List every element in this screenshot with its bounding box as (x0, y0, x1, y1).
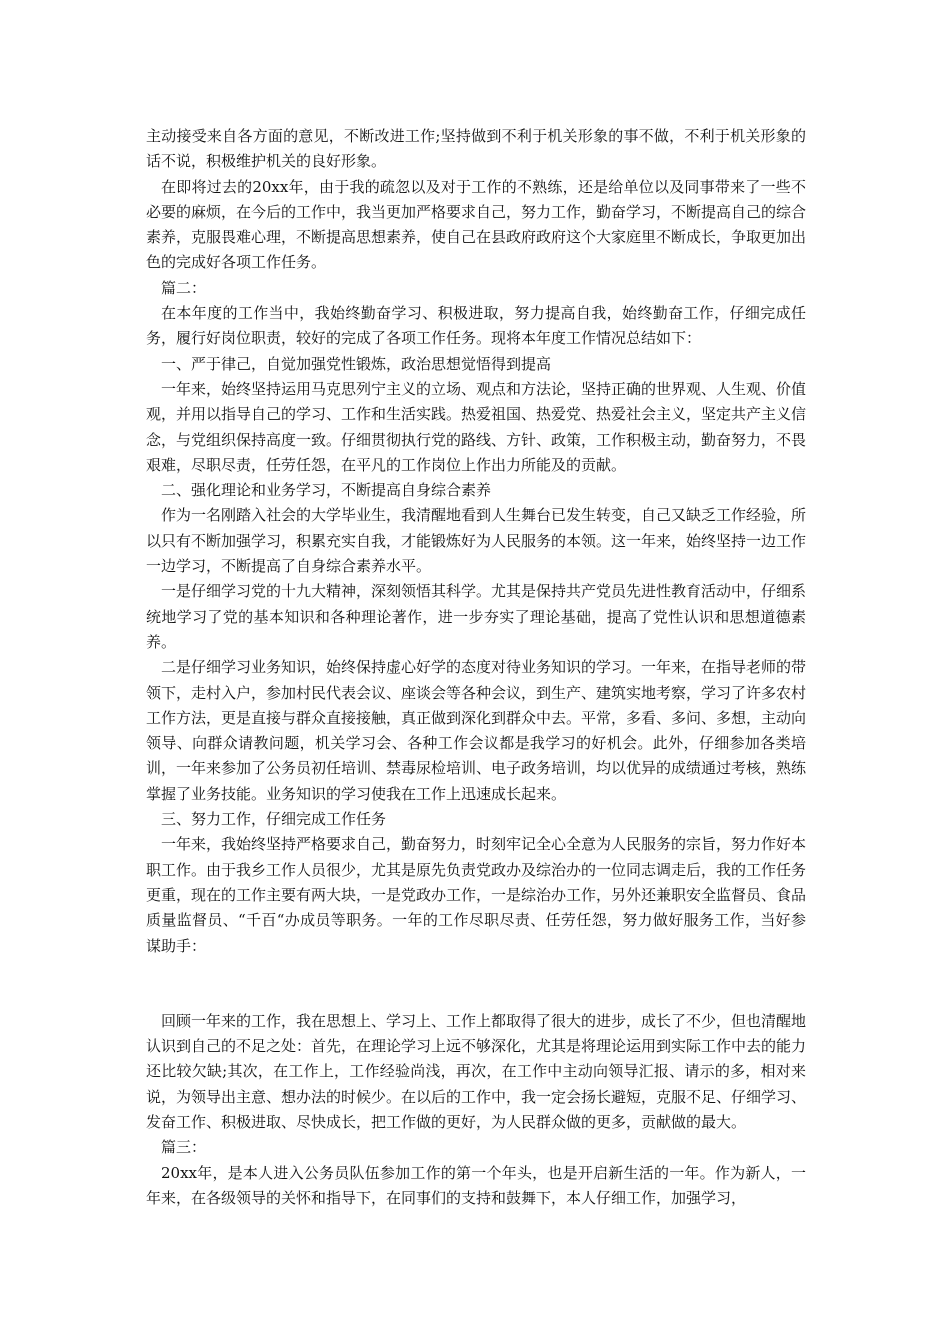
paragraph: 主动接受来自各方面的意见，不断改进工作;坚持做到不利于机关形象的事不做，不利于机关形象的话不说，积极维护机关的良好形象。 (146, 127, 806, 171)
paragraph: 一是仔细学习党的十九大精神，深刻领悟其科学。尤其是保持共产党员先进性教育活动中，仔细系统地学习了党的基本知识和各种理论著作，进一步夯实了理论基础，提高了党性认识和思想道德素养。 (146, 582, 807, 651)
section-heading: 三、努力工作，仔细完成工作任务 (161, 810, 387, 829)
paragraph: 一年来，始终坚持运用马克思列宁主义的立场、观点和方法论，坚持正确的世界观、人生观、价值观，并用以指导自己的学习、工作和生活实践。热爱祖国、热爱党、热爱社会主义，坚定共产主义信念，与党组织保持高度一致。仔细贯彻执行党的路线、方针、政策，工作积极主动，勤奋努力，不畏艰难，尽职尽责，任劳任怨，在平凡的工作岗位上作出力所能及的贡献。 (146, 379, 807, 474)
section-heading-part-three: 篇三： (161, 1138, 207, 1157)
section-heading: 二、强化理论和业务学习，不断提高自身综合素养 (161, 481, 492, 500)
paragraph: 回顾一年来的工作，我在思想上、学习上、工作上都取得了很大的进步，成长了不少，但也清醒地认识到自己的不足之处：首先，在理论学习上远不够深化，尤其是将理论运用到实际工作中去的能力还比较欠缺;其次，在工作上，工作经验尚浅，再次，在工作中主动向领导汇报、请示的多，相对来说，为领导出主意、想办法的时候少。在以后的工作中，我一定会扬长避短，克服不足、仔细学习、发奋工作、积极进取、尽快成长，把工作做的更好，为人民群众做的更多，贡献做的最大。 (146, 1011, 807, 1131)
section-heading: 一、严于律己，自觉加强党性锻炼，政治思想觉悟得到提高 (161, 354, 552, 373)
paragraph: 二是仔细学习业务知识，始终保持虚心好学的态度对待业务知识的学习。一年来，在指导老师的带领下，走村入户，参加村民代表会议、座谈会等各种会议，到生产、建筑实地考察，学习了许多农村工作方法，更是直接与群众直接接触，真正做到深化到群众中去。平常，多看、多问、多想，主动向领导、向群众请教问题，机关学习会、各种工作会议都是我学习的好机会。此外，仔细参加各类培训，一年来参加了公务员初任培训、禁毒尿检培训、电子政务培训，均以优异的成绩通过考核，熟练掌握了业务技能。业务知识的学习使我在工作上迅速成长起来。 (146, 658, 807, 803)
section-heading-part-two: 篇二： (161, 278, 207, 297)
paragraph: 作为一名刚踏入社会的大学毕业生，我清醒地看到人生舞台已发生转变，自己又缺乏工作经验，所以只有不断加强学习，积累充实自我，才能锻炼好为人民服务的本领。这一年来，始终坚持一边工作一边学习，不断提高了自身综合素养水平。 (146, 506, 807, 576)
blank-gap (146, 959, 806, 1009)
paragraph: 在即将过去的20xx年，由于我的疏忽以及对于工作的不熟练，还是给单位以及同事带来了一些不必要的麻烦，在今后的工作中，我当更加严格要求自己，努力工作，勤奋学习，不断提高自己的综合素养，克服畏难心理，不断提高思想素养，使自己在县政府政府这个大家庭里不断成长，争取更加出色的完成好各项工作任务。 (146, 177, 807, 272)
document-body (146, 124, 806, 1211)
paragraph: 一年来，我始终坚持严格要求自己，勤奋努力，时刻牢记全心全意为人民服务的宗旨，努力作好本职工作。由于我乡工作人员很少，尤其是原先负责党政办及综治办的一位同志调走后，我的工作任务更重，现在的工作主要有两大块，一是党政办工作，一是综治办工作，另外还兼职安全监督员、食品质量监督员、“千百“办成员等职务。一年的工作尽职尽责、任劳任怨，努力做好服务工作，当好参谋助手： (146, 835, 807, 955)
paragraph: 在本年度的工作当中，我始终勤奋学习、积极进取，努力提高自我，始终勤奋工作，仔细完成任务，履行好岗位职责，较好的完成了各项工作任务。现将本年度工作情况总结如下： (146, 304, 806, 348)
paragraph: 20xx年，是本人进入公务员队伍参加工作的第一个年头，也是开启新生活的一年。作为新人，一年来，在各级领导的关怀和指导下，在同事们的支持和鼓舞下，本人仔细工作，加强学习， (146, 1163, 806, 1207)
